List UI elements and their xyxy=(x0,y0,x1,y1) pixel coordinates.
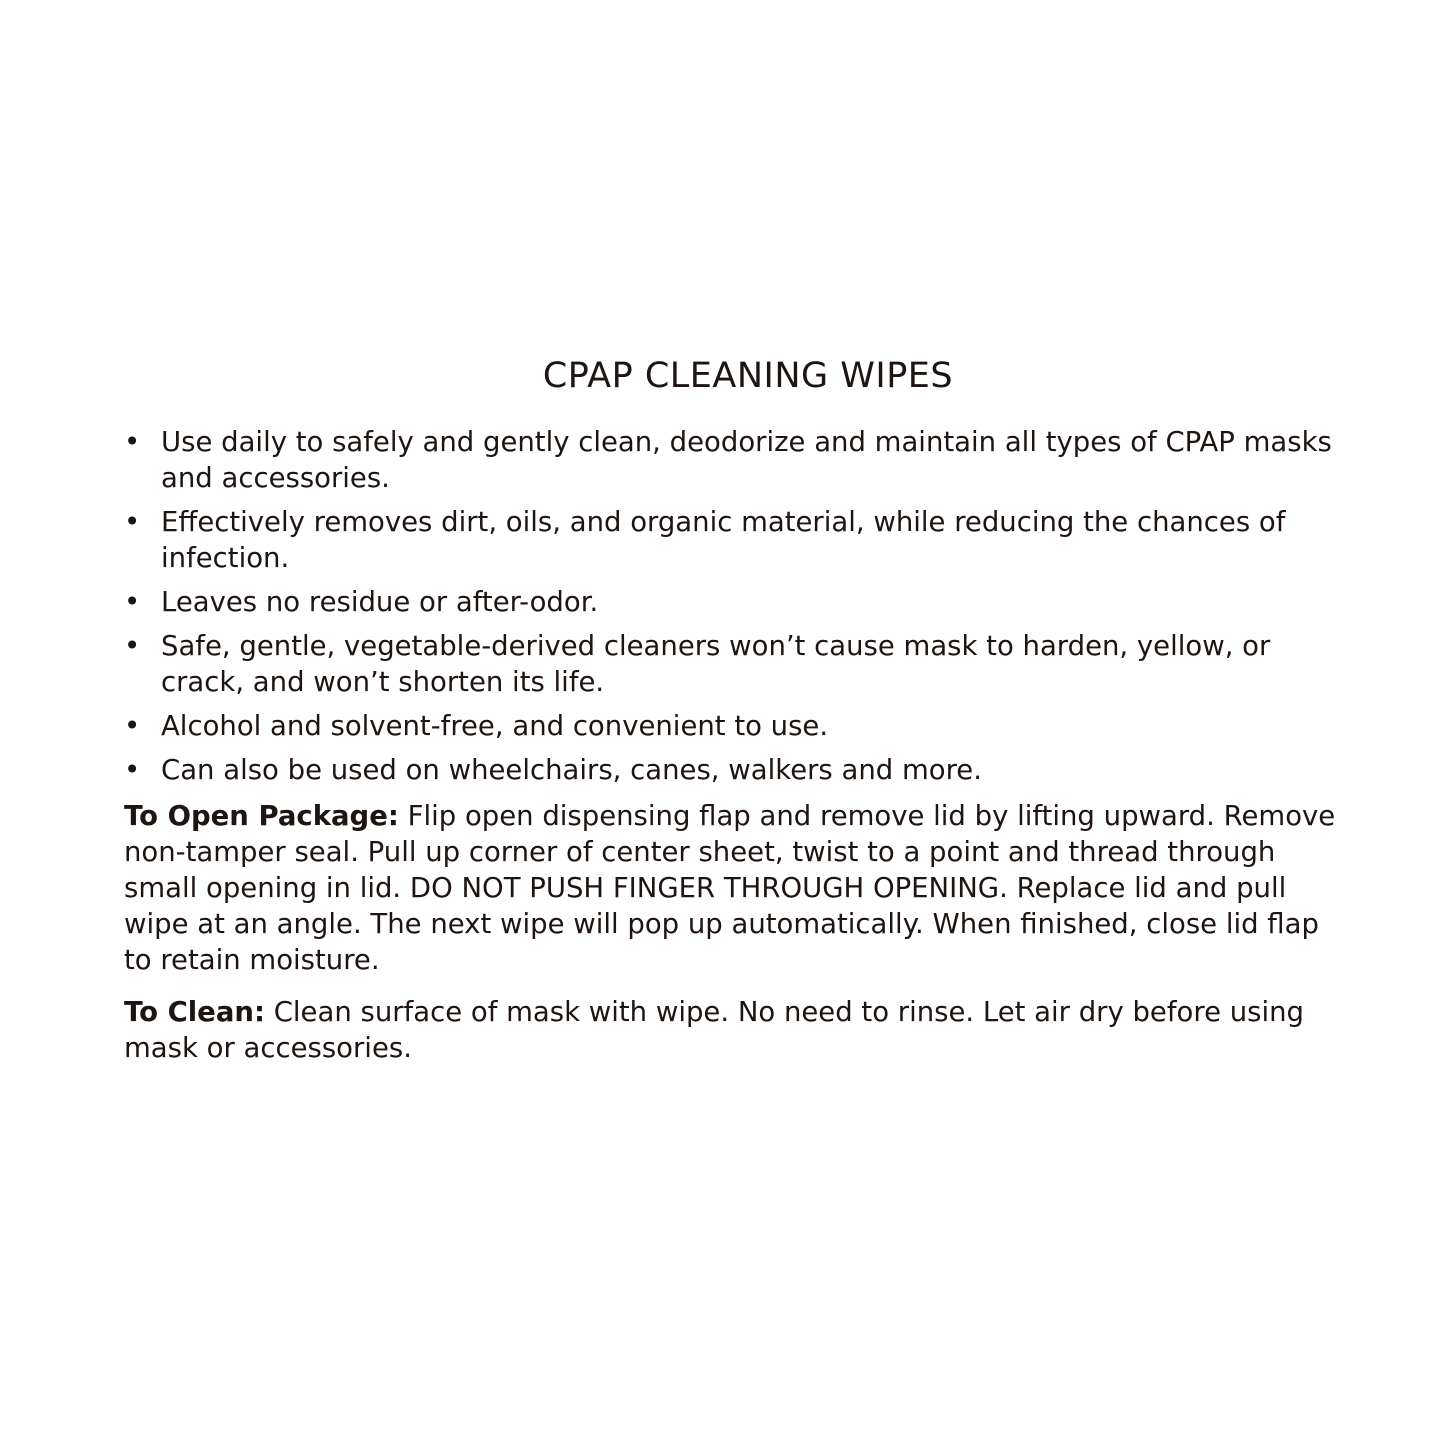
list-item xyxy=(124,504,1344,576)
open-package-instructions xyxy=(124,798,1344,978)
instructions-panel xyxy=(124,352,1344,1066)
list-item-text: Leaves no residue or after-odor. xyxy=(161,586,599,618)
list-item xyxy=(124,584,1344,620)
list-item xyxy=(124,752,1344,788)
list-item-text: Can also be used on wheelchairs, canes, walkers and more. xyxy=(161,754,982,786)
bullet-icon: • xyxy=(124,426,141,458)
bullet-icon: • xyxy=(124,506,141,538)
list-item xyxy=(124,708,1344,744)
list-item-text: Alcohol and solvent-free, and convenient to use. xyxy=(161,710,829,742)
bullet-icon: • xyxy=(124,754,141,786)
bullet-icon: • xyxy=(124,710,141,742)
page-title: CPAP CLEANING WIPES xyxy=(542,356,954,396)
clean-text: Clean surface of mask with wipe. No need to rinse. Let air dry before using mask or accessories. xyxy=(124,996,1305,1064)
open-package-label: To Open Package: xyxy=(124,800,399,832)
list-item xyxy=(124,628,1344,700)
list-item-text: Effectively removes dirt, oils, and organic material, while reducing the chances of infection. xyxy=(161,506,1286,574)
bullet-icon: • xyxy=(124,630,141,662)
list-item-text: Use daily to safely and gently clean, deodorize and maintain all types of CPAP masks and accessories. xyxy=(161,426,1332,494)
clean-instructions xyxy=(124,994,1344,1066)
clean-label: To Clean: xyxy=(124,996,265,1028)
list-item xyxy=(124,424,1344,496)
feature-list xyxy=(124,424,1344,788)
bullet-icon: • xyxy=(124,586,141,618)
open-package-text: Flip open dispensing flap and remove lid by lifting upward. Remove non-tamper seal. Pull up corner of center sheet, twist to a point and thread through small opening in lid. DO NOT PUSH FINGER THROUGH OPENING. Replace lid and pull wipe at an angle. The next wipe will pop up automatically. When finished, close lid flap to retain moisture. xyxy=(124,800,1336,976)
list-item-text: Safe, gentle, vegetable-derived cleaners won’t cause mask to harden, yellow, or crack, and won’t shorten its life. xyxy=(161,630,1271,698)
